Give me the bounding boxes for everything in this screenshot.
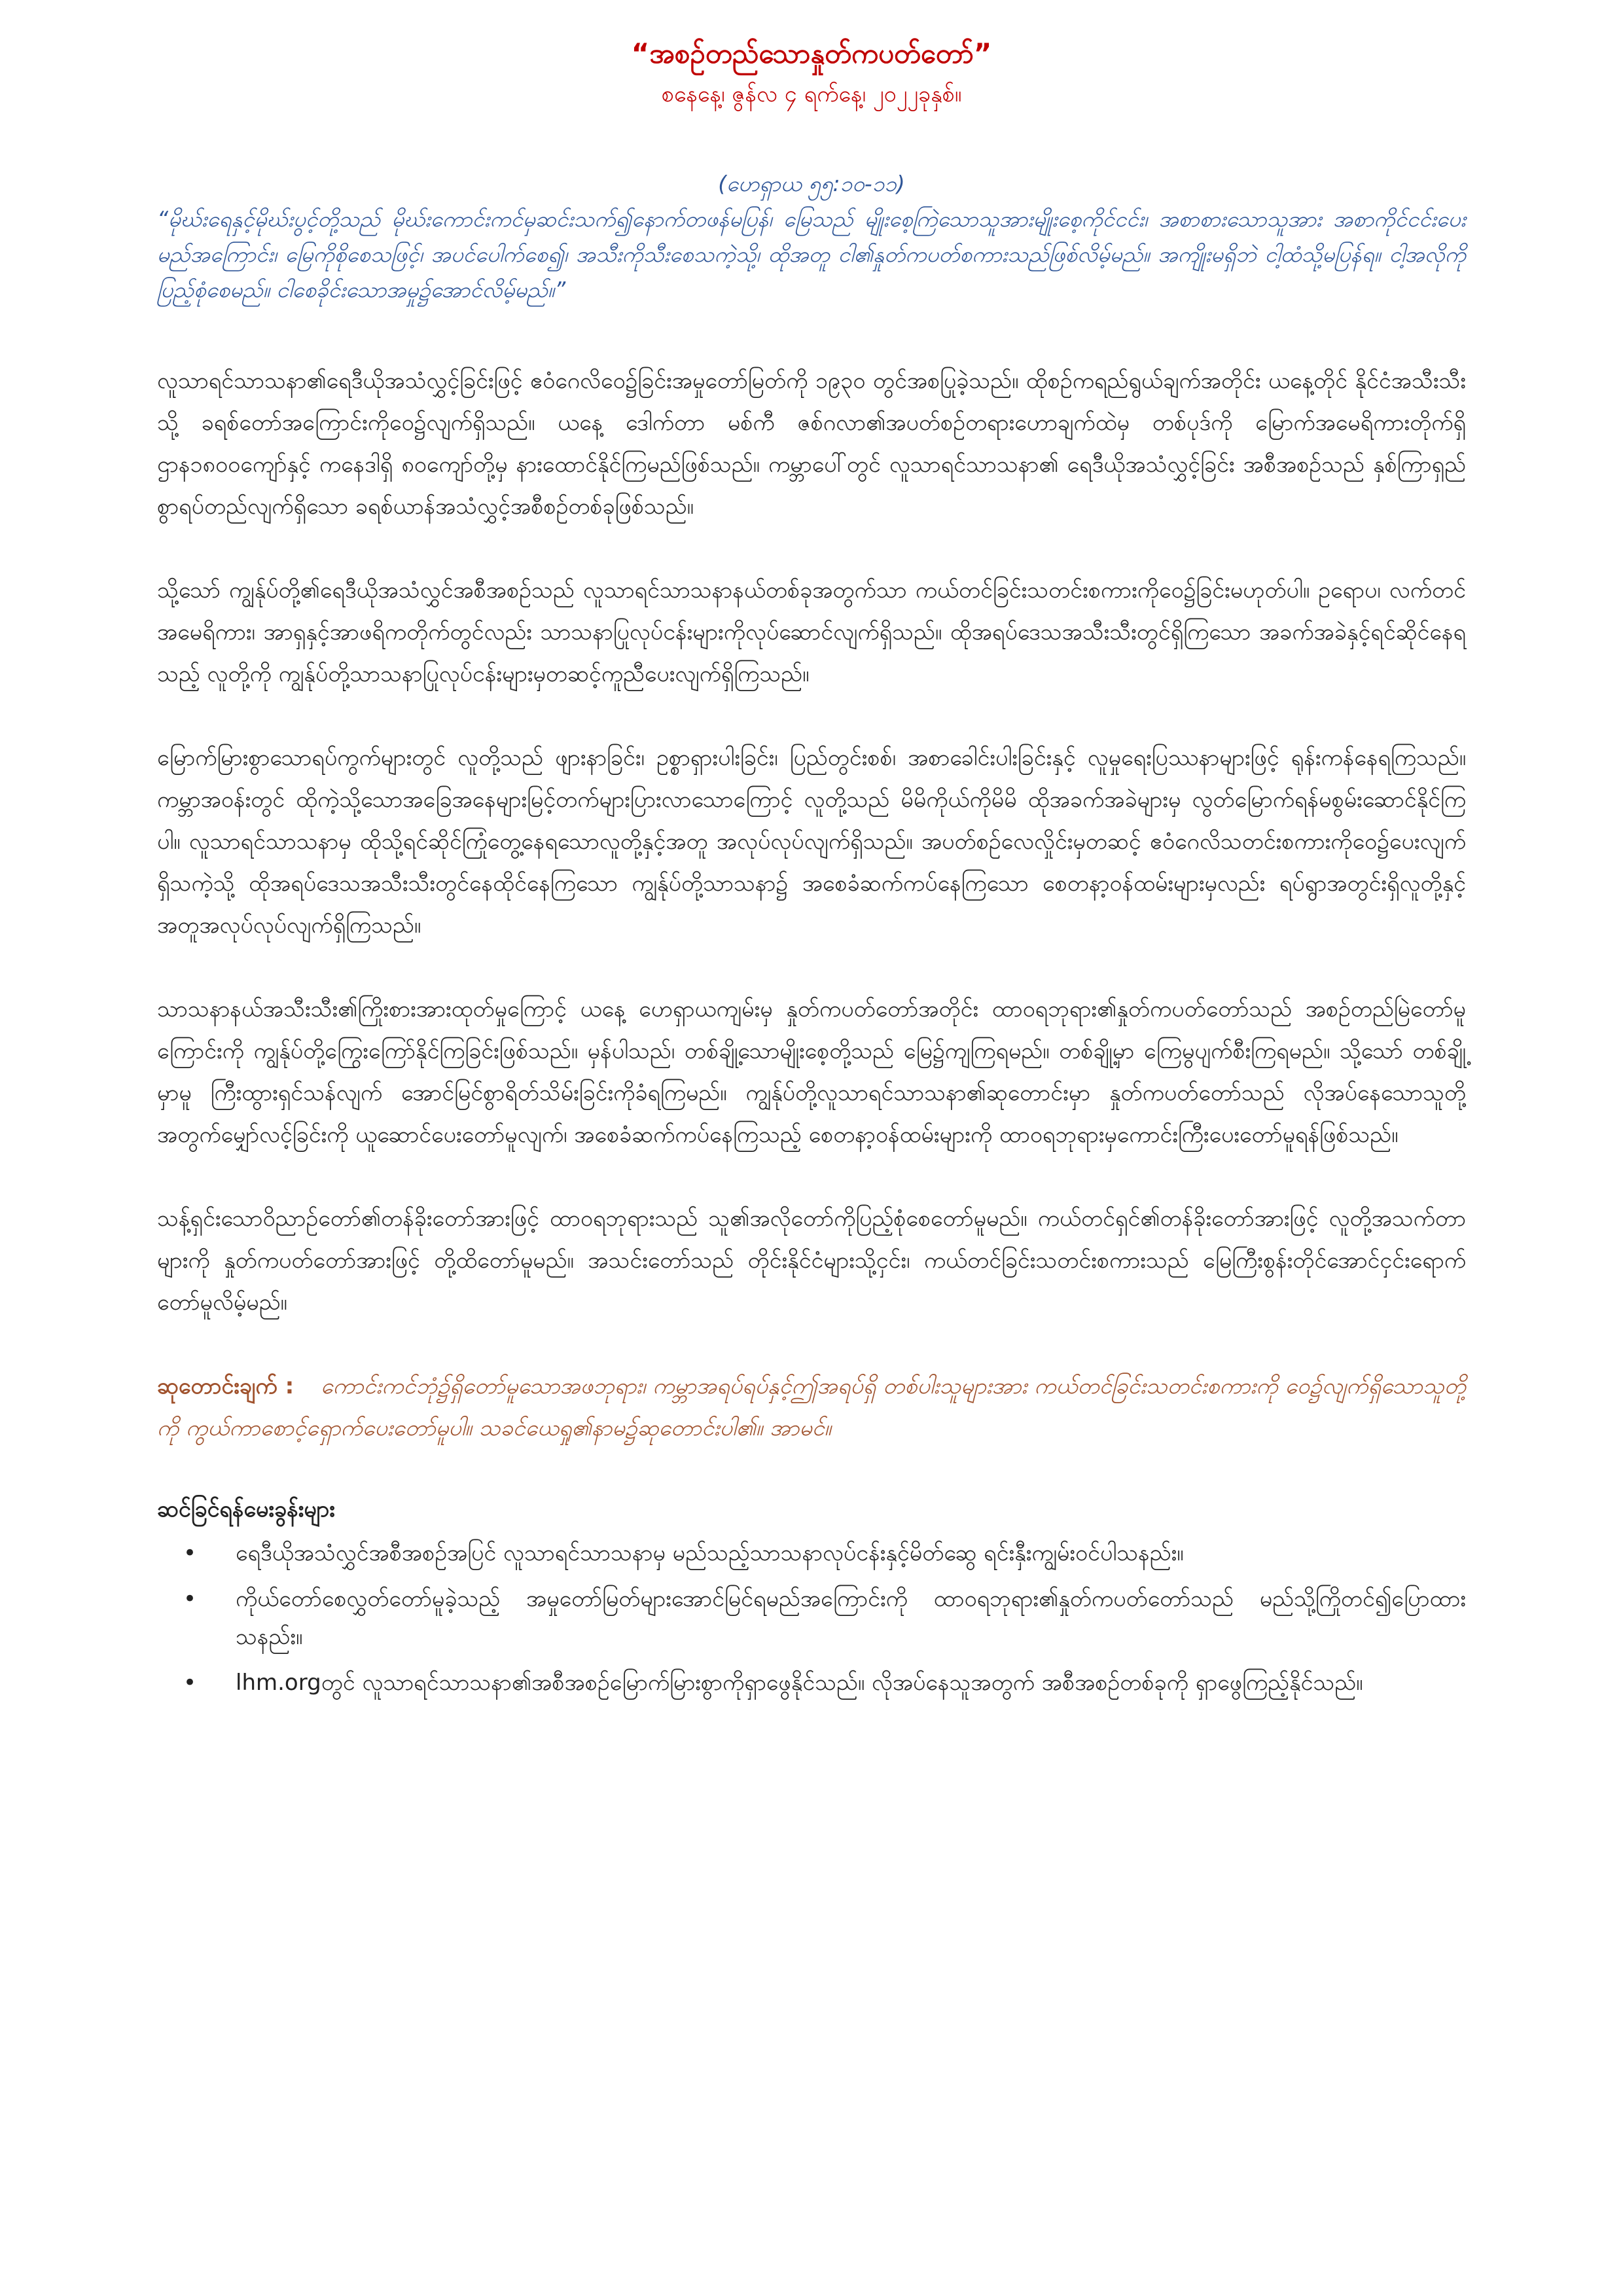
questions-heading: ဆင်ခြင်ရန်မေးခွန်းများ (157, 1496, 335, 1522)
body-paragraph-3: မြောက်မြားစွာသောရပ်ကွက်များတွင် လူတို့သည် ဖျားနာခြင်း၊ ဥစ္စာရှားပါးခြင်း၊ ပြည်တွင်းစစ်၊ အစာခေါင်းပါးခြင်းနှင့် လူမှုရေးပြဿနာများဖြင့် ရုန်းကန်နေရကြသည်။ ကမ္ဘာအဝန်းတွင် ထိုကဲ့သို့သောအခြေအနေများမြင့်တက်များပြားလာသောကြောင့် လူတို့သည် မိမိကိုယ်ကိုမိမိ ထိုအခက်အခဲများမှ လွတ်မြောက်ရန်မစွမ်းဆောင်နိုင်ကြပါ။ လူသာရင်သာသနာမှ ထိုသို့ရင်ဆိုင်ကြုံတွေ့နေရသောလူတို့နှင့်အတူ အလုပ်လုပ်လျက်ရှိသည်။ အပတ်စဉ်လေလှိုင်းမှတဆင့် ဧဝံဂေလိသတင်းစကားကိုဝေ၌ပေးလျက်ရှိသကဲ့သို့ ထိုအရပ်ဒေသအသီးသီးတွင်နေထိုင်နေကြသော ကျွန်ုပ်တို့သာသနာ၌ အစေခံဆက်ကပ်နေကြသော စေတနာ့ဝန်ထမ်းများမှလည်း ရပ်ရွာအတွင်းရှိလူတို့နှင့်အတူအလုပ်လုပ်လျက်ရှိကြသည်။ (157, 745, 1466, 939)
list-item (183, 1580, 1466, 1656)
body-paragraph-2: သို့သော် ကျွန်ုပ်တို့၏ရေဒီယိုအသံလွှင်အစီအစဉ်သည် လူသာရင်သာသနာနယ်တစ်ခုအတွက်သာ ကယ်တင်ခြင်းသတင်းစကားကိုဝေ၌ခြင်းမဟုတ်ပါ။ ဥရောပ၊ လက်တင်အမေရိကား၊ အာရှနှင့်အာဖရိကတိုက်တွင်လည်း သာသနာပြုလုပ်ငန်းများကိုလုပ်ဆောင်လျက်ရှိသည်။ ထိုအရပ်ဒေသအသီးသီးတွင်ရှိကြသော အခက်အခဲနှင့်ရင်ဆိုင်နေရသည့် လူတို့ကို ကျွန်ုပ်တို့သာသနာပြုလုပ်ငန်းများမှတဆင့်ကူညီပေးလျက်ရှိကြသည်။ (157, 577, 1466, 687)
devotional-date: စနေနေ့၊ ဇွန်လ ၄ ရက်နေ့၊ ၂၀၂၂ခုနှစ်။ (661, 81, 962, 107)
list-item (183, 1534, 1466, 1572)
scripture-reference: (ဟေရှာယ ၅၅:၁၀-၁၁) (718, 171, 905, 196)
devotional-title: “အစဉ်တည်သောနှုတ်ကပတ်တော်” (631, 37, 992, 69)
bullet-icon: • (183, 1540, 197, 1566)
scripture-block (157, 166, 1466, 308)
body-paragraph-4: သာသနာနယ်အသီးသီး၏ကြိုးစားအားထုတ်မှုကြောင့် ယနေ့ ဟေရှာယကျမ်းမှ နှုတ်ကပတ်တော်အတိုင်း ထာဝရဘုရား၏နှုတ်ကပတ်တော်သည် အစဉ်တည်မြဲတော်မူကြောင်းကို ကျွန်ုပ်တို့ကြွေးကြော်နိုင်ကြခြင်းဖြစ်သည်။ မှန်ပါသည်၊ တစ်ချို့သောမျိုးစေ့တို့သည် မြေ၌ကျကြရမည်။ တစ်ချို့မှာ ကြေမွပျက်စီးကြရမည်။ သို့သော် တစ်ချို့မှာမူ ကြီးထွားရှင်သန်လျက် အောင်မြင်စွာရိတ်သိမ်းခြင်းကိုခံရကြမည်။ ကျွန်ုပ်တို့လူသာရင်သာသနာ၏ဆုတောင်းမှာ နှုတ်ကပတ်တော်သည် လိုအပ်နေသောသူတို့အတွက်မျှော်လင့်ခြင်းကို ယူဆောင်ပေးတော်မူလျက်၊ အစေခံဆက်ကပ်နေကြသည့် စေတနာ့ဝန်ထမ်းများကို ထာဝရဘုရားမှကောင်းကြီးပေးတော်မူရန်ဖြစ်သည်။ (157, 996, 1466, 1148)
prayer-label: ဆုတောင်းချက် : (157, 1373, 294, 1399)
questions-list (157, 1534, 1466, 1702)
body-paragraph-5: သန့်ရှင်းသောဝိညာဉ်တော်၏တန်ခိုးတော်အားဖြင့် ထာဝရဘုရားသည် သူ၏အလိုတော်ကိုပြည့်စုံစေတော်မူမည်။ ကယ်တင်ရှင်၏တန်ခိုးတော်အားဖြင့် လူတို့အသက်တာများကို နှုတ်ကပတ်တော်အားဖြင့် တို့ထိတော်မူမည်။ အသင်းတော်သည် တိုင်းနိုင်ငံများသို့ငှင်း၊ ကယ်တင်ခြင်းသတင်းစကားသည် မြေကြီးစွန်းတိုင်အောင်ငှင်းရောက်တော်မူလိမ့်မည်။ (157, 1206, 1466, 1316)
question-text: ရေဒီယိုအသံလွှင်အစီအစဉ်အပြင် လူသာရင်သာသနာမှ မည်သည့်သာသနာလုပ်ငန်းနှင့်မိတ်ဆွေ ရင်းနှီးကျွမ်းဝင်ပါသနည်း။ (236, 1540, 1184, 1566)
body-paragraph-1: လူသာရင်သာသနာ၏ရေဒီယိုအသံလွှင့်ခြင်းဖြင့် ဧဝံဂေလိဝေ၌ခြင်းအမှုတော်မြတ်ကို ၁၉၃၀ တွင်အစပြုခဲ့သည်။ ထိုစဉ်ကရည်ရွယ်ချက်အတိုင်း ယနေ့တိုင် နိုင်ငံအသီးသီးသို့ ခရစ်တော်အကြောင်းကိုဝေ၌လျက်ရှိသည်။ ယနေ့ ဒေါက်တာ မစ်ကီ ဇစ်ဂလာ၏အပတ်စဉ်တရားဟောချက်ထဲမှ တစ်ပုဒ်ကို မြောက်အမေရိကားတိုက်ရှိ ဌာန၁၈၀၀ကျော်နှင့် ကနေဒါရှိ ၈၀ကျော်တို့မှ နားထောင်နိုင်ကြမည်ဖြစ်သည်။ ကမ္ဘာပေါ်တွင် လူသာရင်သာသနာ၏ ရေဒီယိုအသံလွှင့်ခြင်း အစီအစဉ်သည် နှစ်ကြာရှည်စွာရပ်တည်လျက်ရှိသော ခရစ်ယာန်အသံလွှင့်အစီစဉ်တစ်ခုဖြစ်သည်။ (157, 368, 1466, 520)
prayer-text: ကောင်းကင်ဘုံ၌ရှိတော်မူသောအဖဘုရား၊ ကမ္ဘာအရပ်ရပ်နှင့်ဤအရပ်ရှိ တစ်ပါးသူများအား ကယ်တင်ခြင်းသတင်းစကားကို ဝေ၌လျက်ရှိသောသူတို့ကို ကွယ်ကာစောင့်ရှောက်ပေးတော်မူပါ။ သခင်ယေရှု၏နာမ၌ဆုတောင်းပါ၏။ အာမင်။ (157, 1373, 1466, 1441)
scripture-text: “မိုဃ်းရေနှင့်မိုဃ်းပွင့်တို့သည် မိုဃ်းကောင်းကင်မှဆင်းသက်၍နောက်တဖန်မပြန်၊ မြေသည် မျိုးစေ့ကြဲသောသူအားမျိုးစေ့ကိုင်ငင်း၊ အစာစားသောသူအား အစာကိုင်ငင်းပေးမည်အကြောင်း၊ မြေကိုစိုစေသဖြင့်၊ အပင်ပေါက်စေ၍၊ အသီးကိုသီးစေသကဲ့သို့၊ ထိုအတူ ငါ၏နှုတ်ကပတ်စကားသည်ဖြစ်လိမ့်မည်။ အကျိုးမရှိဘဲ ငါ့ထံသို့မပြန်ရ။ ငါ့အလိုကိုပြည့်စုံစေမည်။ ငါစေခိုင်းသောအမှု၌အောင်လိမ့်မည်။” (157, 206, 1466, 302)
bullet-icon: • (183, 1586, 197, 1612)
question-text: lhm.orgတွင် လူသာရင်သာသနာ၏အစီအစဉ်မြောက်မြားစွာကိုရှာဖွေနိုင်သည်။ လိုအပ်နေသူအတွက် အစီအစဉ်တစ်ခုကို ရှာဖွေကြည့်နိုင်သည်။ (236, 1670, 1363, 1696)
prayer-block (157, 1365, 1466, 1449)
question-text: ကိုယ်တော်စေလွှတ်တော်မူခဲ့သည့် အမှုတော်မြတ်များအောင်မြင်ရမည်အကြောင်းကို ထာဝရဘုရား၏နှုတ်ကပတ်တော်သည် မည်သို့ကြိုတင်၍ပြောထားသနည်း။ (236, 1586, 1466, 1650)
bullet-icon: • (183, 1670, 197, 1696)
list-item (183, 1664, 1466, 1702)
